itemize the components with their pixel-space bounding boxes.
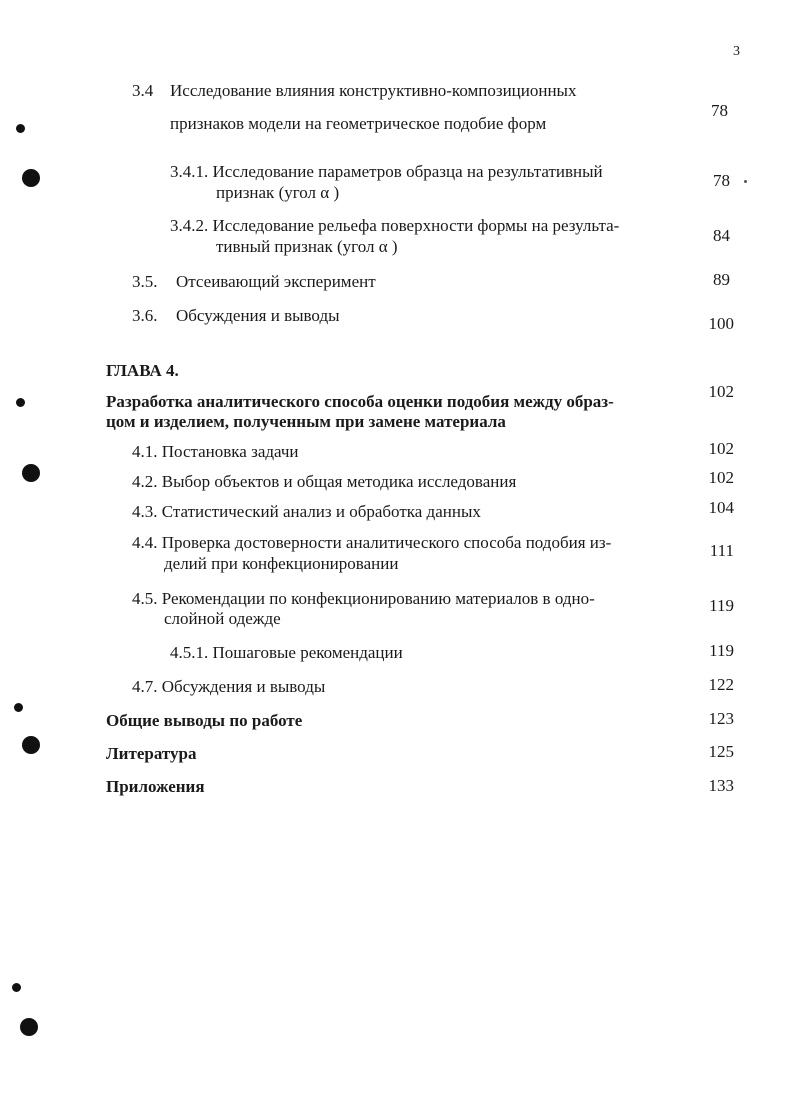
- toc-entry-3-4-1-title: 3.4.1. Исследование параметров образца на результативный: [170, 162, 603, 181]
- toc-entry-3-5-page: 89: [713, 270, 730, 289]
- punch-hole-mark: [16, 124, 25, 133]
- punch-hole: [20, 1018, 38, 1036]
- punch-hole: [22, 736, 40, 754]
- chapter-4-title-cont: цом и изделием, полученным при замене материала: [106, 412, 506, 431]
- scan-speck: [744, 180, 747, 183]
- punch-hole-mark: [12, 983, 21, 992]
- toc-entry-3-4-number: 3.4: [132, 81, 154, 100]
- toc-entry-4-5-page: 119: [709, 596, 734, 615]
- toc-literature: Литература: [106, 744, 197, 763]
- chapter-4-title: Разработка аналитического способа оценки подобия между образ-: [106, 392, 614, 411]
- toc-entry-4-5-title: 4.5. Рекомендации по конфекционированию материалов в одно-: [132, 589, 595, 608]
- toc-entry-3-4-2-title-cont: тивный признак (угол α ): [216, 237, 398, 256]
- punch-hole: [22, 464, 40, 482]
- toc-entry-4-1-page: 102: [708, 439, 734, 458]
- toc-entry-3-5-number: 3.5.: [132, 272, 158, 291]
- toc-entry-3-4-page: 78: [711, 101, 728, 120]
- toc-entry-3-6-page: 100: [708, 314, 734, 333]
- toc-entry-4-3-page: 104: [708, 498, 734, 517]
- toc-entry-4-5-1-page: 119: [709, 641, 734, 660]
- toc-entry-4-1: 4.1. Постановка задачи: [132, 442, 299, 461]
- toc-entry-4-5-title-cont: слойной одежде: [164, 609, 281, 628]
- toc-entry-3-4-1-page: 78: [713, 171, 730, 190]
- toc-entry-3-5-title: Отсеивающий эксперимент: [176, 272, 376, 291]
- toc-entry-4-5-1: 4.5.1. Пошаговые рекомендации: [170, 643, 403, 662]
- toc-entry-3-4-title: Исследование влияния конструктивно-композиционных: [170, 81, 577, 100]
- punch-hole-mark: [14, 703, 23, 712]
- toc-entry-4-7-page: 122: [708, 675, 734, 694]
- toc-entry-3-6-title: Обсуждения и выводы: [176, 306, 340, 325]
- toc-literature-page: 125: [708, 742, 734, 761]
- toc-entry-3-4-1-title-cont: признак (угол α ): [216, 183, 340, 202]
- toc-entry-4-4-page: 111: [709, 541, 734, 560]
- toc-entry-4-4-title-cont: делий при конфекционировании: [164, 554, 399, 573]
- punch-hole: [22, 169, 40, 187]
- toc-entry-4-2: 4.2. Выбор объектов и общая методика исследования: [132, 472, 517, 491]
- page-number: 3: [733, 44, 740, 59]
- toc-entry-4-3: 4.3. Статистический анализ и обработка данных: [132, 502, 481, 521]
- toc-entry-4-7: 4.7. Обсуждения и выводы: [132, 677, 326, 696]
- toc-entry-4-2-page: 102: [708, 468, 734, 487]
- toc-appendices-page: 133: [708, 776, 734, 795]
- chapter-4-page: 102: [708, 382, 734, 401]
- toc-entry-3-4-2-page: 84: [713, 226, 730, 245]
- chapter-4-heading: ГЛАВА 4.: [106, 361, 179, 380]
- punch-hole-mark: [16, 398, 25, 407]
- toc-entry-3-4-2-title: 3.4.2. Исследование рельефа поверхности формы на результа-: [170, 216, 620, 235]
- toc-general-conclusions: Общие выводы по работе: [106, 711, 303, 730]
- toc-entry-3-6-number: 3.6.: [132, 306, 158, 325]
- toc-appendices: Приложения: [106, 777, 205, 796]
- toc-entry-3-4-title-cont: признаков модели на геометрическое подобие форм: [170, 114, 547, 133]
- toc-general-conclusions-page: 123: [708, 709, 734, 728]
- toc-entry-4-4-title: 4.4. Проверка достоверности аналитического способа подобия из-: [132, 533, 612, 552]
